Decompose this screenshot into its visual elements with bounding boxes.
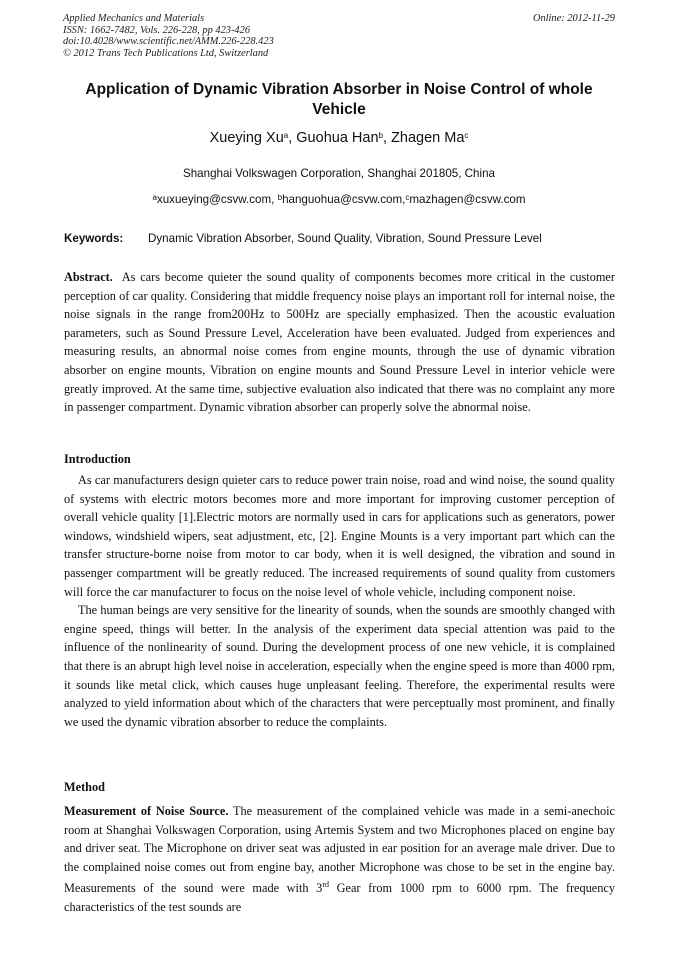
copyright-line: © 2012 Trans Tech Publications Ltd, Switzerland [63, 47, 269, 59]
author-mark: b [378, 131, 383, 140]
email-link[interactable]: hanguohua@csvw.com [282, 193, 403, 206]
keywords-label: Keywords: [64, 232, 124, 245]
subsection-heading: Measurement of Noise Source. [64, 804, 229, 818]
email-mark: c [405, 193, 410, 202]
email-link[interactable]: mazhagen@csvw.com [409, 193, 526, 206]
section-heading-method: Method [64, 780, 105, 794]
keywords-block [64, 232, 616, 246]
doi-line: doi:10.4028/www.scientific.net/AMM.226-228.423 [63, 36, 274, 48]
abstract-block [64, 268, 615, 417]
section-heading-introduction: Introduction [64, 452, 131, 466]
journal-header [63, 13, 615, 59]
method-text: The measurement of the complained vehicle was made in a semi-anechoic room at Shanghai Volkswagen Corporation, using Artemis System and two Microphones placed on engine bay and driver seat. The Microphone on driver seat was adjusted in ear position for an average male driver. Due to the complained noise comes out from engine bay, another Microphone was chose to be set in the engine bay. Measurements of the sound were made with 3 [64, 804, 616, 896]
issn-line: ISSN: 1662-7482, Vols. 226-228, pp 423-426 [63, 24, 251, 36]
abstract-text: As cars become quieter the sound quality of components becomes more critical in the customer perception of car quality. Considering that middle frequency noise plays an important roll for internal noise, the noise signals in the range from200Hz to 500Hz are specially emphasized. Then the acoustic evaluation parameters, such as Sound Pressure Level, Acceleration have been evaluated. Judged from experiences and measuring results, an abnormal noise comes from engine mounts, through the use of dynamic vibration absorber on engine mounts, Vibration on engine mounts and Sound Pressure Level in interior vehicle were greatly improved. At the same time, subjective evaluation also indicated that there was no complaint any more in passenger compartment. Dynamic vibration absorber can properly solve the abnormal noise. [64, 270, 615, 415]
affiliation: Shanghai Volkswagen Corporation, Shanghai 201805, China [183, 167, 495, 180]
author-mark: c [464, 131, 469, 140]
online-date: Online: 2012-11-29 [532, 13, 615, 24]
method-body [64, 802, 615, 917]
introduction-body [64, 471, 615, 731]
email-mark: b [277, 193, 283, 202]
author-mark: a [283, 131, 289, 140]
author-list: Xueying Xu$^a$, Guohua Han$^b$, Zhagen Ma$^c$ [209, 130, 469, 146]
method-text-cont: Gear from 1000 rpm to 6000 rpm. The frequency characteristics of the test sounds are [64, 881, 616, 915]
paper-title: Application of Dynamic Vibration Absorber in Noise Control of whole Vehicle [85, 81, 593, 118]
email-list: $^a$xuxueying@csvw.com, $^b$hanguohua@csvw.com,$^c$mazhagen@csvw.com [152, 193, 526, 206]
keywords-text: Dynamic Vibration Absorber, Sound Quality, Vibration, Sound Pressure Level [148, 232, 542, 245]
author-name: Zhagen Ma [391, 130, 465, 146]
abstract-label: Abstract. [64, 270, 113, 284]
paragraph: The human beings are very sensitive for the linearity of sounds, when the sounds are smoothly changed with engine speed, things will better. In the analysis of the experiment data special attention was paid to the influence of the nonlinearity of sound. During the development process of one new vehicle, it is complained that there is an abrupt high level noise in acceleration, especially when the engine speed is more than 4000 rpm, it sounds like metal click, which causes huge unpleasant feeling. Therefore, the experimental results were analyzed to yield information about which of the characters that were perceptually most prominent, and finally we used the dynamic vibration absorber to reduce the complaints. [64, 603, 615, 729]
journal-name: Applied Mechanics and Materials [63, 13, 205, 24]
author-name: Xueying Xu [209, 130, 284, 146]
paragraph: As car manufacturers design quieter cars to reduce power train noise, road and wind noise, the sound quality of systems with electric motors becomes more and more important for improving customer perception of overall vehicle quality [1].Electric motors are normally used in cars for applications such as generators, power windows, windshield wipers, seat adjustment, etc, [2]. Engine Mounts is a very important part which can the transfer structure-borne noise from motor to car body, when it is well designed, the vibration and sound in passenger compartment will be greatly reduced. The increased requirements of sound quality from customers will force the car manufacturer to focus on the noise level of whole vehicle, including component noise. [64, 473, 615, 599]
superscript: rd [322, 880, 329, 890]
email-link[interactable]: xuxueying@csvw.com [156, 193, 272, 206]
author-name: Guohua Han [296, 130, 379, 146]
email-mark: a [152, 193, 157, 202]
